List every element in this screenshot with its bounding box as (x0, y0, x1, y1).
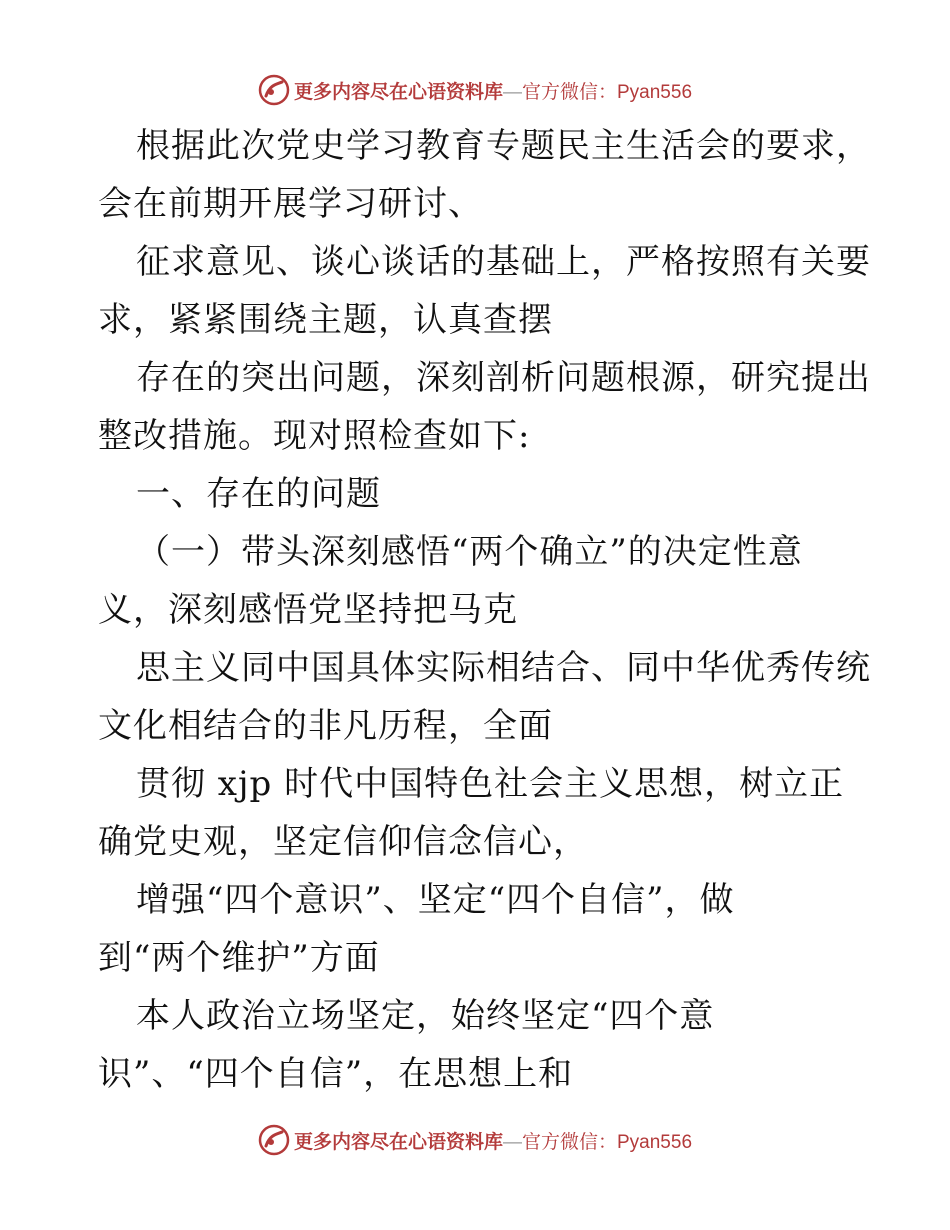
watermark-text (294, 1127, 692, 1154)
brand-logo-icon (258, 74, 290, 106)
body-line-4: 求，紧紧围绕主题，认真查摆 (98, 300, 553, 340)
body-line-2: 会在前期开展学习研讨、 (98, 184, 483, 224)
watermark-text (294, 77, 692, 104)
body-line-16: 本人政治立场坚定，始终坚定“四个意 (136, 996, 715, 1036)
watermark-main: 更多内容尽在心语资料库 (293, 1131, 503, 1153)
brand-logo-icon (258, 1124, 290, 1156)
footer-watermark (0, 1122, 950, 1158)
body-line-14: 增强“四个意识”、坚定“四个自信”，做 (136, 880, 735, 920)
body-line-6: 整改措施。现对照检查如下: (98, 416, 531, 456)
watermark-main: 更多内容尽在心语资料库 (293, 81, 503, 103)
body-line-11: 文化相结合的非凡历程，全面 (98, 706, 553, 746)
body-line-12: 贯彻 xjp 时代中国特色社会主义思想，树立正 (136, 764, 845, 804)
body-line-9: 义，深刻感悟党坚持把马克 (98, 590, 518, 630)
body-line-17: 识”、“四个自信”，在思想上和 (98, 1054, 574, 1094)
body-line-5: 存在的突出问题，深刻剖析问题根源，研究提出 (136, 358, 871, 398)
watermark-contact: 官方微信：Pyan556 (522, 1131, 693, 1153)
header-watermark (0, 72, 950, 108)
body-line-13: 确党史观，坚定信仰信念信心， (98, 822, 588, 862)
subsection-heading: （一）带头深刻感悟“两个确立”的决定性意 (136, 532, 803, 572)
watermark-contact: 官方微信：Pyan556 (522, 81, 693, 103)
body-line-3: 征求意见、谈心谈话的基础上，严格按照有关要 (136, 242, 871, 282)
watermark-dash: — (503, 1131, 522, 1153)
body-line-1: 根据此次党史学习教育专题民主生活会的要求， (136, 126, 871, 166)
body-line-10: 思主义同中国具体实际相结合、同中华优秀传统 (136, 648, 871, 688)
body-line-15: 到“两个维护”方面 (98, 938, 380, 978)
watermark-dash: — (503, 81, 522, 103)
section-heading: 一、存在的问题 (136, 474, 381, 514)
